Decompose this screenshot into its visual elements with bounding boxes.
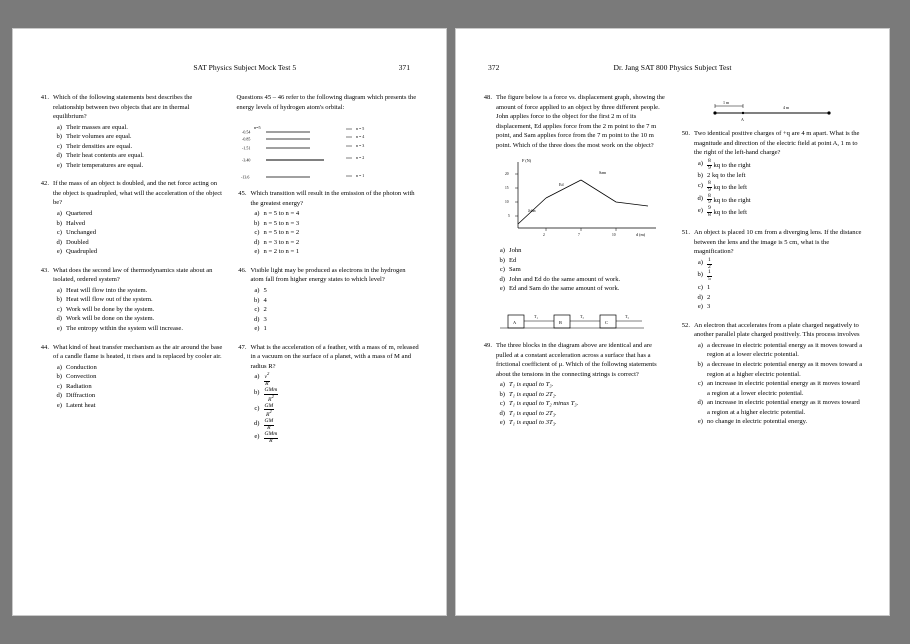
choice-text: T₁ is equal to 2T₃. (509, 409, 557, 417)
question-42 (39, 179, 223, 256)
choice-list (53, 209, 223, 257)
choice-text: Their volumes are equal. (66, 133, 132, 141)
svg-text:2: 2 (543, 233, 545, 238)
choice-label: a) (697, 341, 703, 349)
choice-d[interactable] (694, 293, 863, 303)
choice-b[interactable] (251, 388, 421, 404)
choice-b[interactable] (53, 372, 223, 382)
choice-list (694, 258, 863, 312)
choice-text: 3 (707, 303, 711, 311)
choice-text: 4 (263, 296, 267, 304)
series-label-sam: Sam (599, 170, 607, 176)
choice-text: Halved (66, 219, 86, 227)
choice-label: e) (697, 418, 703, 426)
choice-text: Doubled (66, 238, 89, 246)
choice-label: e) (499, 285, 505, 293)
choice-d[interactable] (53, 314, 223, 324)
page-header-left (39, 63, 420, 85)
choice-label: a) (499, 381, 505, 389)
choice-label: c) (56, 305, 62, 313)
choice-formula: $\frac{8}{9}$ kq to the right (708, 192, 751, 206)
choice-label: a) (56, 286, 62, 294)
choice-formula: $\frac{GM}{R^2}$ (264, 402, 274, 419)
choice-label: d) (697, 399, 703, 407)
left-column-1 (39, 93, 223, 454)
choice-b[interactable] (251, 296, 421, 306)
choice-a[interactable] (251, 209, 421, 219)
choice-b[interactable] (496, 390, 666, 400)
question-text: The figure below is a force vs. displacement graph, showing the amount of force applied to an object by three different people. John applies force to the object for the first 2 m of its displacement, Ed applies force from the 2 m point to the 7 m point, and Sam applies force from the 7 m point to the 10 m point. Which of the three does the most work on the object? (496, 94, 665, 149)
choice-c[interactable] (53, 142, 223, 152)
choice-label: b) (56, 373, 62, 381)
question-46 (237, 266, 421, 334)
choice-list (694, 159, 863, 219)
choice-label: b) (254, 296, 260, 304)
question-43 (39, 266, 223, 334)
choice-c[interactable] (251, 228, 421, 238)
page-number-right: 372 (488, 63, 500, 72)
svg-text:n = 2: n = 2 (356, 155, 365, 161)
choice-e[interactable] (53, 161, 223, 171)
choice-list (53, 286, 223, 334)
svg-text:T₂: T₂ (580, 314, 584, 320)
choice-formula: $\frac{1}{5}$ (708, 269, 711, 283)
choice-text: Quartered (66, 210, 93, 218)
choice-label: e) (254, 248, 260, 256)
choice-e[interactable] (251, 324, 421, 334)
svg-text:n = 3: n = 3 (356, 143, 365, 149)
choice-label: c) (254, 306, 260, 314)
question-41 (39, 93, 223, 170)
choice-d[interactable] (496, 275, 666, 285)
choice-label: e) (254, 325, 260, 333)
columns-left (39, 93, 420, 454)
choice-text: Sam (509, 266, 521, 274)
choice-text: Latent heat (66, 401, 96, 409)
energy-level-diagram (237, 121, 421, 183)
choice-list (496, 246, 666, 294)
svg-text:n=5: n=5 (254, 125, 261, 131)
choice-text: Convection (66, 373, 97, 381)
running-head-title: Dr. Jang SAT 800 Physics Subject Test (613, 63, 732, 72)
choice-label: d) (499, 275, 505, 283)
svg-text:20: 20 (505, 172, 509, 177)
svg-text:10: 10 (612, 233, 616, 238)
choice-e[interactable] (251, 432, 421, 445)
choice-text: Radiation (66, 382, 92, 390)
choice-label: d) (254, 238, 260, 246)
choice-text: Their masses are equal. (66, 123, 128, 131)
choice-formula: 2 kq to the left (707, 172, 746, 180)
svg-text:15: 15 (505, 186, 509, 191)
choice-label: e) (254, 432, 260, 440)
choice-label: a) (56, 363, 62, 371)
question-number: 42. (40, 180, 49, 188)
svg-text:-3.40: -3.40 (242, 157, 251, 163)
question-number: 44. (40, 343, 49, 351)
question-number: 46. (238, 266, 247, 274)
choice-list (53, 123, 223, 171)
question-number: 50. (681, 130, 690, 137)
choice-label: b) (697, 172, 703, 180)
choice-list (53, 363, 223, 411)
choice-e[interactable] (496, 284, 666, 294)
svg-text:n = 5: n = 5 (356, 126, 365, 132)
choice-list (251, 209, 421, 257)
choice-text: Heat will flow into the system. (66, 286, 148, 294)
question-text: The three blocks in the diagram above are identical and are pulled at a constant acceleration across a surface that has a frictional coefficient of μ. Which of the following statements about the tensions in the connecting strings is correct? (496, 342, 657, 378)
choice-formula: $\frac{8}{9}$ kq to the right (708, 157, 751, 171)
choice-b[interactable] (694, 360, 863, 379)
choice-text: John (509, 247, 522, 255)
choice-label: a) (254, 287, 260, 295)
choice-text: Heat will flow out of the system. (66, 296, 153, 304)
question-number: 52. (681, 321, 690, 329)
choice-b[interactable] (694, 270, 863, 283)
choice-label: d) (499, 409, 505, 417)
choice-label: d) (56, 315, 62, 323)
series-label-john: John (528, 208, 536, 214)
choice-label: e) (56, 401, 62, 409)
label-point-a: A (740, 117, 744, 122)
choice-label: c) (56, 382, 62, 390)
choice-label: e) (499, 419, 505, 427)
choice-d[interactable] (53, 391, 223, 401)
choice-a[interactable] (53, 286, 223, 296)
choice-label: e) (697, 303, 703, 311)
two-charges-svg (697, 97, 847, 123)
question-text: Which of the following statements best describes the relationship between two objects that are in thermal equilibrium? (53, 94, 193, 121)
choice-label: c) (56, 142, 62, 150)
question-text: If the mass of an object is doubled, and the net force acting on the object is quadrupled, what will the acceleration of the object be? (53, 180, 222, 207)
choice-text: Their temperatures are equal. (66, 161, 144, 169)
choice-label: d) (56, 238, 62, 246)
question-text: An object is placed 10 cm from a diverging lens. If the distance between the lens and the image is 5 cm, what is the magnification? (694, 229, 862, 256)
choice-text: Ed (509, 256, 517, 264)
choice-label: a) (697, 159, 703, 167)
choice-c[interactable] (53, 382, 223, 392)
choice-b[interactable] (53, 132, 223, 142)
choice-text: Conduction (66, 363, 97, 371)
running-head-title: SAT Physics Subject Mock Test 5 (193, 63, 297, 72)
svg-text:10: 10 (505, 200, 509, 205)
question-text: Visible light may be produced as electrons in the hydrogen atom fall from higher energy states to which level? (250, 266, 406, 284)
page-left (12, 28, 447, 616)
question-49 (482, 341, 666, 428)
choice-formula: $\frac{v^2}{R}$ (264, 371, 270, 388)
page-right (455, 28, 890, 616)
choice-text: T₁ is equal to 2T₂. (509, 390, 557, 398)
two-charges-diagram (680, 97, 863, 123)
choice-c[interactable] (53, 228, 223, 238)
choice-text: Work will be done on the system. (66, 315, 155, 323)
choice-text: 2 (263, 306, 267, 314)
choice-text: an increase in electric potential energy as it moves toward a region at a higher electric potential. (707, 399, 860, 416)
question-number: 41. (40, 94, 49, 101)
choice-e[interactable] (694, 417, 863, 427)
choice-label: b) (499, 390, 505, 398)
choice-label: e) (56, 325, 62, 333)
svg-text:-1.51: -1.51 (242, 145, 251, 151)
svg-text:n = 4: n = 4 (356, 134, 365, 140)
question-44 (39, 343, 223, 411)
choice-label: a) (499, 247, 505, 255)
choice-a[interactable] (694, 341, 863, 360)
choice-label: c) (697, 380, 703, 388)
graph-xlabel: d (m) (636, 232, 646, 238)
choice-text: T₁ is equal to 3T₃. (509, 419, 557, 427)
choice-b[interactable] (53, 219, 223, 229)
choice-text: n = 3 to n = 2 (263, 238, 300, 246)
choice-formula: $\frac{8}{9}$ kq to the left (708, 179, 747, 193)
question-51 (680, 228, 863, 312)
question-number: 43. (40, 266, 49, 274)
choice-text: an increase in electric potential energy as it moves toward a region at a lower electric potential. (707, 380, 860, 397)
choice-c[interactable] (251, 404, 421, 420)
question-text: Two identical positive charges of +q are 4 m apart. What is the magnitude and direction of the electric field at point A, 1 m to the right of the left-hand charge? (694, 130, 860, 157)
question-50 (680, 129, 863, 219)
choice-list (251, 372, 421, 444)
choice-label: b) (697, 271, 703, 279)
choice-text: no change in electric potential energy. (707, 418, 808, 426)
choice-label: c) (56, 229, 62, 237)
choice-c[interactable] (251, 305, 421, 315)
choice-text: T₁ is equal to T₂ minus T₃. (509, 400, 579, 408)
choice-text: 2 (707, 293, 711, 301)
question-text: An electron that accelerates from a plate charged negatively to another parallel plate charged positively. This process involves (694, 321, 860, 339)
choice-label: a) (56, 210, 62, 218)
choice-label: d) (56, 392, 62, 400)
choice-b[interactable] (496, 256, 666, 266)
choice-label: b) (499, 256, 505, 264)
question-number: 45. (238, 190, 247, 198)
left-column-2 (237, 93, 421, 454)
choice-c[interactable] (694, 283, 863, 293)
choice-label: c) (697, 284, 703, 292)
choice-label: b) (697, 360, 703, 368)
choice-label: a) (254, 210, 260, 218)
choice-label: c) (254, 229, 260, 237)
choice-d[interactable] (251, 238, 421, 248)
questions-45-46-instruction: Questions 45 – 46 refer to the following diagram which presents the energy levels of hydrogen atom's orbital: (236, 94, 417, 111)
choice-label: d) (697, 293, 703, 301)
choice-c[interactable] (53, 305, 223, 315)
choice-formula: $\frac{\text{GMm}}{R}$ (264, 430, 278, 444)
series-label-ed: Ed (559, 182, 564, 188)
choice-list (694, 341, 863, 427)
choice-text: T₁ is equal to T₃. (509, 381, 554, 389)
choice-a[interactable] (694, 258, 863, 271)
choice-d[interactable] (694, 194, 863, 207)
energy-level-svg (238, 121, 418, 183)
choice-text: John and Ed do the same amount of work. (509, 275, 621, 283)
svg-text:A: A (513, 320, 517, 326)
page-number-left: 371 (398, 63, 410, 72)
choice-text: 3 (263, 315, 267, 323)
choice-label: b) (56, 219, 62, 227)
choice-a[interactable] (251, 286, 421, 296)
question-48 (482, 93, 666, 294)
choice-label: e) (697, 207, 703, 215)
choice-formula: $\frac{\text{GMm}}{R^2}$ (264, 386, 278, 403)
choice-label: c) (697, 181, 703, 189)
choice-label: b) (254, 388, 260, 396)
choice-label: c) (254, 404, 260, 412)
choice-a[interactable] (496, 380, 666, 390)
choice-label: e) (56, 248, 62, 256)
choice-text: Work will be done by the system. (66, 305, 155, 313)
label-4m: 4 m (782, 105, 789, 110)
choice-text: n = 5 to n = 3 (263, 219, 300, 227)
choice-label: e) (56, 161, 62, 169)
choice-text: n = 5 to n = 4 (263, 210, 300, 218)
choice-label: d) (697, 194, 703, 202)
svg-text:7: 7 (578, 233, 580, 238)
choice-label: a) (697, 258, 703, 266)
question-text: What is the acceleration of a feather, with a mass of m, released in a vacuum on the surface of a planet, with a mass of M and radius R? (250, 343, 419, 370)
choice-text: 1 (263, 325, 267, 333)
question-text: Which transition will result in the emission of the photon with the greatest energy? (250, 190, 415, 207)
choice-text: a decrease in electric potential energy as it moves toward a region at a lower electric potential. (707, 341, 863, 359)
choice-label: a) (56, 123, 62, 131)
choice-e[interactable] (53, 324, 223, 334)
question-number: 47. (238, 343, 247, 351)
choice-e[interactable] (694, 206, 863, 219)
choice-e[interactable] (251, 247, 421, 257)
choice-text: n = 2 to n = 1 (263, 248, 300, 256)
choice-d[interactable] (251, 419, 421, 432)
question-number: 51. (681, 229, 690, 237)
choice-text: The entropy within the system will increase. (66, 325, 184, 333)
svg-text:5: 5 (508, 214, 510, 219)
choice-text: Their densities are equal. (66, 142, 133, 150)
choice-text: Quadrupled (66, 248, 98, 256)
choice-label: b) (56, 296, 62, 304)
question-52 (680, 321, 863, 427)
svg-text:-0.85: -0.85 (242, 136, 251, 142)
choice-b[interactable] (694, 171, 863, 181)
choice-b[interactable] (53, 295, 223, 305)
choice-d[interactable] (53, 238, 223, 248)
choice-e[interactable] (496, 418, 666, 428)
label-1m: 1 m (722, 100, 729, 105)
choice-label: a) (254, 373, 260, 381)
right-column-1 (482, 93, 666, 437)
choice-label: b) (254, 219, 260, 227)
choice-e[interactable] (53, 247, 223, 257)
svg-text:-0.54: -0.54 (242, 129, 251, 135)
choice-text: Ed and Sam do the same amount of work. (509, 285, 620, 293)
choice-d[interactable] (694, 398, 863, 417)
question-number: 48. (483, 94, 492, 101)
choice-formula: $\frac{GM}{R}$ (264, 418, 274, 431)
page-header-right (482, 63, 863, 85)
choice-c[interactable] (496, 399, 666, 409)
choice-text: 5 (263, 287, 267, 295)
choice-label: d) (254, 315, 260, 323)
choice-a[interactable] (53, 209, 223, 219)
three-blocks-svg (494, 303, 654, 335)
choice-d[interactable] (53, 151, 223, 161)
choice-label: b) (56, 133, 62, 141)
choice-formula: $\frac{9}{8}$ kq to the left (708, 205, 747, 219)
right-column-2 (680, 93, 863, 437)
svg-text:T₁: T₁ (534, 314, 538, 320)
question-text: What does the second law of thermodynamics state about an isolated, ordered system? (53, 266, 213, 284)
choice-list (251, 286, 421, 334)
question-number: 49. (483, 342, 492, 350)
question-text: What kind of heat transfer mechanism as the air around the base of a candle flame is heated, it rises and is replaced by cooler air. (53, 343, 223, 361)
columns-right (482, 93, 863, 437)
force-displacement-svg (496, 154, 666, 240)
svg-text:B: B (559, 320, 562, 326)
choice-e[interactable] (694, 302, 863, 312)
svg-text:C: C (605, 320, 608, 326)
graph-ylabel: F (N) (522, 158, 532, 164)
choice-text: Their heat contents are equal. (66, 152, 144, 160)
choice-formula: $\frac{1}{2}$ (708, 256, 711, 270)
choice-text: 1 (707, 284, 711, 292)
choice-a[interactable] (496, 246, 666, 256)
choice-label: d) (254, 420, 260, 428)
choice-d[interactable] (251, 315, 421, 325)
choice-label: c) (499, 400, 505, 408)
choice-c[interactable] (496, 265, 666, 275)
choice-b[interactable] (251, 219, 421, 229)
choice-a[interactable] (251, 372, 421, 388)
choice-text: Diffraction (66, 392, 96, 400)
svg-text:n = 1: n = 1 (356, 173, 365, 179)
choice-e[interactable] (53, 401, 223, 411)
three-blocks-diagram (482, 303, 666, 335)
choice-a[interactable] (53, 363, 223, 373)
choice-d[interactable] (496, 409, 666, 419)
question-45 (237, 189, 421, 257)
choice-list (496, 380, 666, 428)
choice-c[interactable] (694, 181, 863, 194)
choice-label: d) (56, 152, 62, 160)
svg-text:T₃: T₃ (625, 314, 629, 320)
choice-a[interactable] (53, 123, 223, 133)
choice-label: c) (499, 266, 505, 274)
choice-text: a decrease in electric potential energy as it moves toward a region at a higher electric potential. (707, 360, 863, 378)
choice-text: n = 5 to n = 2 (263, 229, 300, 237)
svg-text:-13.6: -13.6 (241, 174, 250, 180)
choice-c[interactable] (694, 379, 863, 398)
choice-text: Unchanged (66, 229, 97, 237)
force-displacement-graph (496, 154, 666, 240)
choice-a[interactable] (694, 159, 863, 172)
question-47 (237, 343, 421, 445)
